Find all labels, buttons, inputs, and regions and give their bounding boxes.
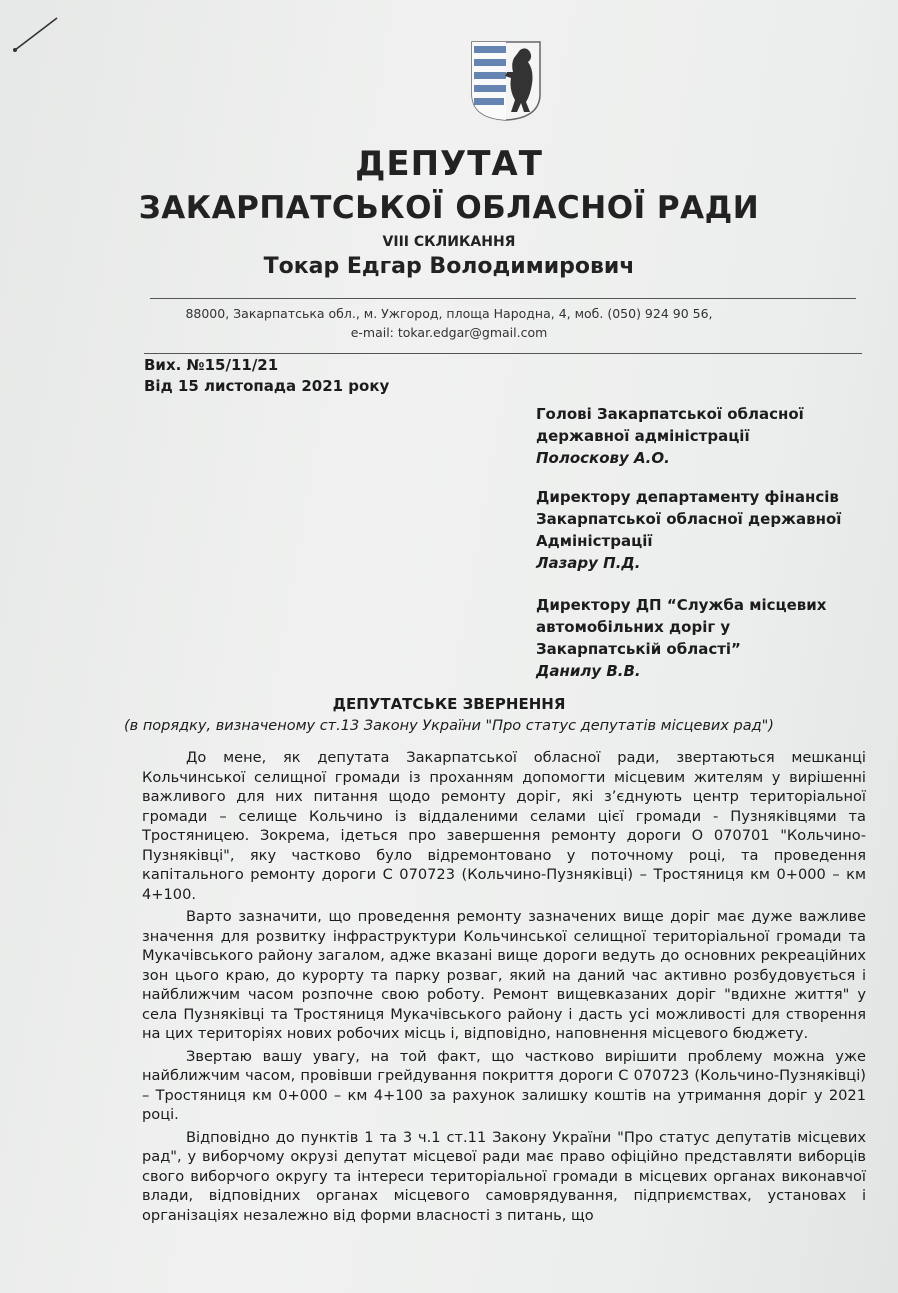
addressee-3-line: автомобільних доріг у <box>536 618 731 636</box>
addressee-1-name: Полоскову А.О. <box>536 449 670 467</box>
pen-mark-icon <box>12 14 62 54</box>
header-deputy-name: Токар Едгар Володимирович <box>263 254 635 279</box>
document-title: ДЕПУТАТСЬКЕ ЗВЕРНЕННЯ <box>332 695 566 713</box>
header-title-line1: ДЕПУТАТ <box>355 144 543 184</box>
header-convocation: VIII СКЛИКАННЯ <box>382 234 516 250</box>
addressee-2-name: Лазару П.Д. <box>536 554 641 572</box>
body-paragraph: До мене, як депутата Закарпатської обласної ради, звертаються мешканці Кольчинської селищної громади із проханням допомогти місцевим жителям у вирішенні важливого для них питання щодо ремонту доріг, які з’єднують центр територіальної громади – селище Кольчино із віддаленими селами цієї громади - Пузняківцями та Тростяницею. Зокрема, ідеться про завершення ремонту дороги О 070701 "Кольчино-Пузняківці", яку частково було відремонтовано у поточному році, та проведення капітального ремонту дороги С 070723 (Кольчино-Пузняківці) – Тростяниця км 0+000 – км 4+100. <box>142 749 866 903</box>
body-paragraph: Відповідно до пунктів 1 та 3 ч.1 ст.11 Закону України "Про статус депутатів місцевих рад", у виборчому окрузі депутат місцевої ради має право офіційно представляти виборців свого виборчого округу та інтереси територіальної громади в місцевих органах виконавчої влади, відповідних органах місцевого самоврядування, підприємствах, установах і організаціях незалежно від форми власності з питань, що <box>142 1128 866 1224</box>
addressee-1-line: державної адміністрації <box>536 427 750 445</box>
header-divider-bottom <box>144 353 862 354</box>
addressee-2-line: Адміністрації <box>536 532 653 550</box>
addressee-2-line: Директору департаменту фінансів <box>536 488 839 506</box>
addressee-3-line: Закарпатській області” <box>536 640 741 658</box>
addressee-3 <box>536 594 826 682</box>
addressee-1-line: Голові Закарпатської обласної <box>536 405 804 423</box>
addressee-3-name: Данилу В.В. <box>536 662 641 680</box>
body-paragraph: Звертаю вашу увагу, на той факт, що частково вирішити проблему можна уже найближчим часом, провівши грейдування покриття дороги С 070723 (Кольчино-Пузняківці) – Тростяниця км 0+000 – км 4+100 за рахунок залишку коштів на утримання доріг у 2021 році. <box>142 1047 866 1123</box>
addressee-2-line: Закарпатської обласної державної <box>536 510 842 528</box>
header-divider-top <box>150 298 856 299</box>
addressee-2 <box>536 486 841 574</box>
document-subtitle: (в порядку, визначеному ст.13 Закону України "Про статус депутатів місцевих рад") <box>124 718 774 734</box>
document-body <box>142 748 866 1228</box>
addressee-1 <box>536 403 804 469</box>
reference-date: Від 15 листопада 2021 року <box>144 377 390 395</box>
addressee-3-line: Директору ДП “Служба місцевих <box>536 596 827 614</box>
reference-number: Вих. №15/11/21 <box>144 356 279 374</box>
coat-of-arms-icon <box>470 40 542 122</box>
header-address: 88000, Закарпатська обл., м. Ужгород, площа Народна, 4, моб. (050) 924 90 56, <box>185 306 713 321</box>
header-title-line2: ЗАКАРПАТСЬКОЇ ОБЛАСНОЇ РАДИ <box>138 190 760 226</box>
header-email: e-mail: tokar.edgar@gmail.com <box>350 325 548 340</box>
body-paragraph: Варто зазначити, що проведення ремонту зазначених вище доріг має дуже важливе значення для розвитку інфраструктури Кольчинської селищної територіальної громади та Мукачівського району загалом, адже вказані вище дороги ведуть до основних рекреаційних зон цього краю, до курорту та парку розваг, який на даний час активно розбудовується і найближчим часом розпочне свою роботу. Ремонт вищевказаних доріг "вдихне життя" у села Пузняківці та Тростяниця Мукачівського району і дасть усі можливості для створення на цих територіях нових робочих місць і, відповідно, наповнення місцевого бюджету. <box>142 908 866 1042</box>
